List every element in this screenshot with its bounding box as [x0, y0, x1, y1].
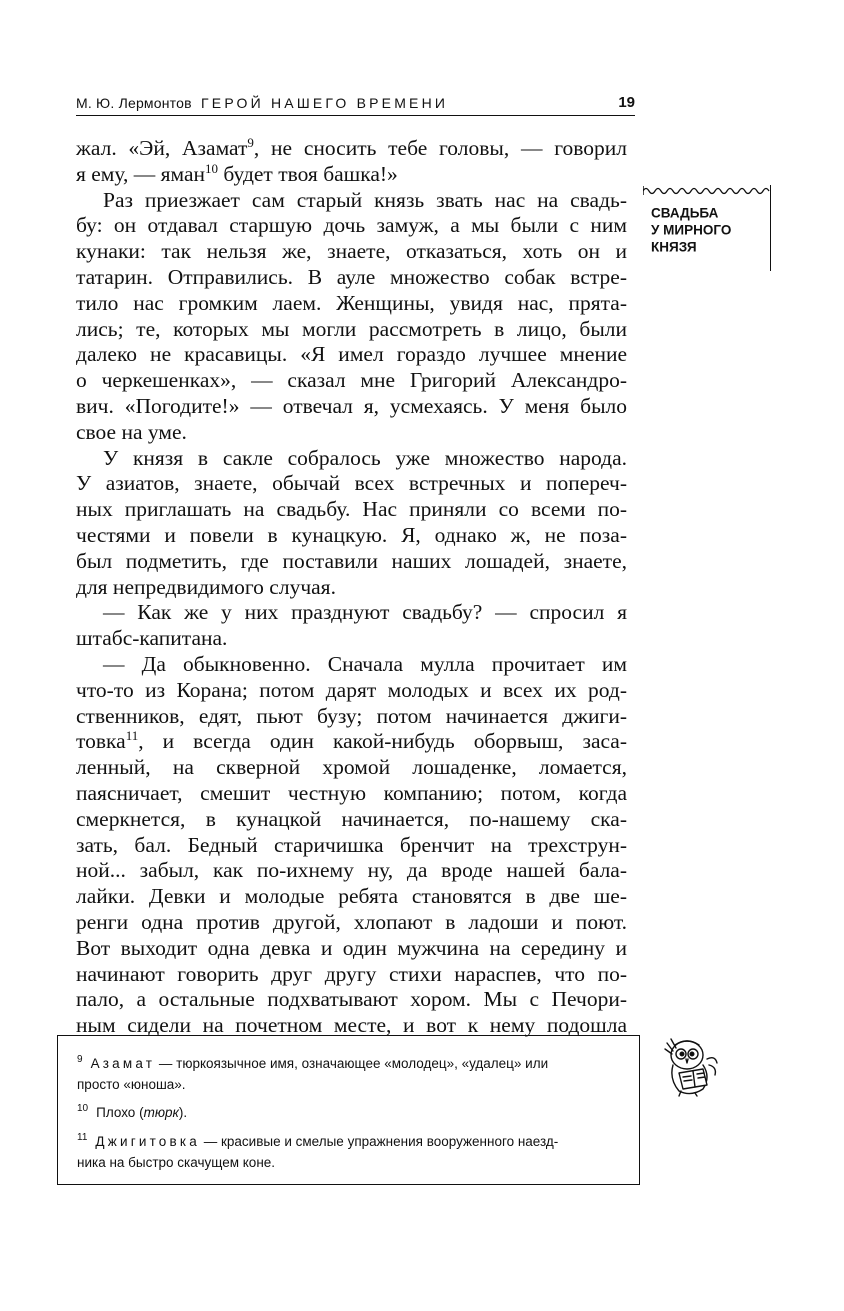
main-text: [76, 136, 627, 1039]
text-line: начинают говорить друг другу стихи нараспев, что по-: [76, 961, 627, 986]
text-line: У азиатов, знаете, обычай всех встречных и попереч-: [76, 471, 627, 496]
text-line: У князя в сакле собралось уже множество народа.: [103, 445, 627, 470]
text-line: ственников, едят, пьют бузу; потом начинается джиги-: [76, 703, 627, 728]
footnote-9: $^9$ Азамат — тюркоязычное имя, означающее «молодец», «удалец» или просто «юноша».: [77, 1054, 549, 1092]
footnote-number: 10: [77, 1103, 89, 1114]
text-line: я ему, — яман$^{10}$ будет твоя башка!»: [76, 160, 398, 186]
margin-note-title: СВАДЬБА У МИРНОГО КНЯЗЯ: [651, 205, 732, 255]
footnote-10: $^{10}$ Плохо (тюрк).: [77, 1103, 188, 1120]
header-book-title: ГЕРОЙ НАШЕГО ВРЕМЕНИ: [201, 95, 449, 111]
text-line: штабс-капитана.: [76, 626, 228, 651]
text-line: лись; те, которых мы могли рассмотреть в лицо, были: [76, 316, 627, 341]
text-line: Вот выходит одна девка и один мужчина на середину и: [76, 935, 627, 960]
footnote-ref: 10: [205, 160, 219, 176]
footnote-term: Джигитовка: [95, 1134, 200, 1149]
text-line: жал. «Эй, Азамат$^9$, не сносить тебе головы, — говорил: [76, 135, 627, 160]
text-line: кунаки: так нельзя же, знаете, отказаться, хоть он и: [76, 239, 627, 264]
text-line: свое на уме.: [76, 419, 187, 444]
text-line: товка$^{11}$, и всегда один какой-нибудь оборвыш, заса-: [76, 728, 627, 754]
text-line: паясничает, смешит честную компанию; потом, когда: [76, 780, 627, 805]
text-line: лайки. Девки и молодые ребята становятся в две ше-: [76, 884, 627, 909]
footnote-11: $^{11}$ Джигитовка — красивые и смелые упражнения вооруженного наезд- ника на быстро скачущем коне.: [77, 1132, 559, 1170]
text-line: ным сидели на почетном месте, и вот к нему подошла: [76, 1013, 627, 1038]
footnote-term: Азамат: [90, 1056, 156, 1071]
margin-note-wavy-border: [643, 185, 770, 195]
text-line: пало, а остальные подхватывают хором. Мы с Печори-: [76, 987, 627, 1012]
page-number: 19: [618, 94, 635, 111]
footnotes-box: [57, 1035, 640, 1185]
text-line: тило нас громким лаем. Женщины, увидя нас, прята-: [76, 290, 627, 315]
text-line: вич. «Погодите!» — отвечал я, усмехаясь. У меня было: [76, 393, 627, 418]
text-line: Раз приезжает сам старый князь звать нас на свадь-: [103, 187, 627, 212]
text-line: ных приглашать на свадьбу. Нас приняли со всеми по-: [76, 497, 627, 522]
owl-reading-book-icon: [657, 1035, 721, 1097]
text-line: честями и повели в кунацкую. Я, однако ж, не поза-: [76, 522, 627, 547]
text-line: татарин. Отправились. В ауле множество собак встре-: [76, 264, 627, 289]
text-line: смеркнется, в кунацкой начинается, по-нашему ска-: [76, 806, 627, 831]
text-line: ленный, на скверной хромой лошаденке, ломается,: [76, 755, 627, 780]
text-line: бу: он отдавал старшую дочь замуж, а мы были с ним: [76, 213, 627, 238]
footnote-ref: 11: [125, 728, 139, 744]
running-header: [76, 93, 635, 116]
footnote-number: 11: [77, 1132, 88, 1143]
text-line: ренги одна против другой, хлопают в ладоши и поют.: [76, 909, 627, 934]
text-line: зать, бал. Бедный старичишка бренчит на трехструн-: [76, 832, 627, 857]
text-line: ной... забыл, как по-ихнему ну, да вроде нашей бала-: [76, 858, 627, 883]
text-line: для непредвидимого случая.: [76, 574, 336, 599]
footnote-ref: 9: [247, 135, 254, 150]
text-line: — Да обыкновенно. Сначала мулла прочитает им: [103, 651, 627, 676]
text-line: о черкешенках», — сказал мне Григорий Александро-: [76, 368, 627, 393]
text-line: что-то из Корана; потом дарят молодых и всех их род-: [76, 677, 627, 702]
margin-note: [643, 185, 771, 271]
header-author: М. Ю. Лермонтов: [76, 95, 192, 111]
text-line: — Как же у них празднуют свадьбу? — спросил я: [103, 600, 627, 625]
text-line: далеко не красавицы. «Я имел гораздо лучшее мнение: [76, 342, 627, 367]
footnote-number: 9: [77, 1054, 83, 1065]
text-line: был подметить, где поставили наших лошадей, знаете,: [76, 548, 627, 573]
